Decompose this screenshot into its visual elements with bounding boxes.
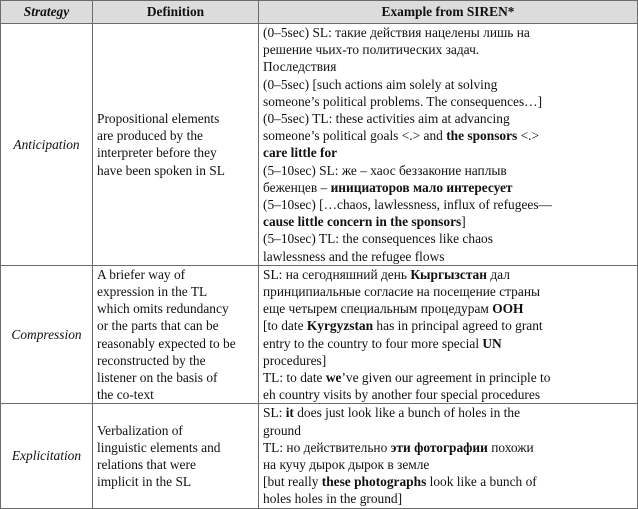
example-emphasis: ООН bbox=[492, 301, 524, 317]
example-text: SL: bbox=[263, 405, 286, 421]
example-text: (0–5sec) SL: такие действия нацелены лишь на bbox=[263, 25, 530, 40]
strategy-definition bbox=[93, 404, 259, 508]
example-text: TL: но действительно bbox=[263, 439, 391, 455]
example-line bbox=[263, 473, 633, 490]
example-text: еще четырем специальным процедурам bbox=[263, 301, 493, 317]
definition-line: reconstructed by the bbox=[97, 352, 206, 368]
example-emphasis: эти фотографии bbox=[390, 439, 488, 455]
definition-line: linguistic elements and bbox=[97, 439, 221, 455]
header-strategy: Strategy bbox=[1, 1, 93, 24]
example-line bbox=[263, 41, 633, 58]
example-line bbox=[263, 213, 633, 230]
example-line bbox=[263, 76, 633, 93]
header-row bbox=[1, 1, 638, 24]
example-emphasis: the sponsors bbox=[446, 128, 518, 144]
example-line bbox=[263, 179, 633, 196]
definition-line: listener on the basis of bbox=[97, 370, 218, 386]
example-line bbox=[263, 300, 633, 317]
example-line bbox=[263, 230, 633, 247]
example-emphasis: Kyrgyzstan bbox=[306, 318, 374, 334]
example-line bbox=[263, 196, 633, 213]
example-line bbox=[263, 127, 633, 144]
table-row bbox=[1, 265, 638, 404]
example-line bbox=[263, 248, 633, 265]
example-text: принципиальные согласие на посещение страны bbox=[263, 284, 540, 300]
example-text: look like a bunch of bbox=[426, 474, 537, 490]
example-text: похожи bbox=[487, 439, 534, 455]
strategy-definition bbox=[93, 265, 259, 404]
example-line bbox=[263, 386, 633, 403]
example-text: дал bbox=[486, 266, 510, 282]
example-text: does just look like a bunch of holes in the bbox=[293, 405, 521, 421]
example-emphasis: these photographs bbox=[321, 474, 427, 490]
example-text: procedures] bbox=[263, 352, 327, 368]
example-text: has in principal agreed to grant bbox=[373, 318, 543, 334]
definition-line: the co-text bbox=[97, 387, 154, 403]
example-line bbox=[263, 162, 633, 179]
table-row bbox=[1, 404, 638, 508]
example-text: [to date bbox=[263, 318, 307, 334]
example-text: ] bbox=[461, 214, 466, 230]
definition-line: or the parts that can be bbox=[97, 318, 219, 334]
strategy-name: Compression bbox=[1, 265, 93, 404]
example-text: entry to the country to four more special bbox=[263, 335, 483, 351]
strategy-example bbox=[259, 265, 638, 404]
example-emphasis: it bbox=[285, 405, 294, 421]
example-text: [but really bbox=[263, 474, 322, 490]
strategy-example bbox=[259, 24, 638, 266]
example-line bbox=[263, 266, 633, 283]
example-emphasis: we bbox=[325, 370, 342, 386]
definition-line: A briefer way of bbox=[97, 266, 186, 282]
example-line bbox=[263, 335, 633, 352]
example-line bbox=[263, 439, 633, 456]
example-line bbox=[263, 144, 633, 161]
example-emphasis: care little for bbox=[263, 145, 338, 161]
example-text: Последствия bbox=[263, 59, 337, 75]
example-text: (5–10sec) TL: the consequences like chaos bbox=[263, 231, 493, 247]
example-emphasis: cause little concern in the sponsors bbox=[263, 214, 462, 230]
example-text: someone’s political problems. The consequences…] bbox=[263, 93, 543, 109]
example-text: беженцев – bbox=[263, 179, 331, 195]
definition-line: Propositional elements bbox=[97, 111, 220, 127]
example-text: (5–10sec) […chaos, lawlessness, influx of refugees— bbox=[263, 197, 552, 213]
example-text: lawlessness and the refugee flows bbox=[263, 248, 445, 264]
definition-line: which omits redundancy bbox=[97, 301, 229, 317]
example-text: ground bbox=[263, 422, 301, 438]
example-text: <.> bbox=[517, 128, 540, 144]
example-line bbox=[263, 456, 633, 473]
example-text: ’ve given our agreement in principle to bbox=[341, 370, 551, 386]
example-line bbox=[263, 404, 633, 421]
example-text: someone’s political goals <.> and bbox=[263, 128, 447, 144]
definition-line: are produced by the bbox=[97, 128, 203, 144]
example-line bbox=[263, 317, 633, 334]
header-definition: Definition bbox=[93, 1, 259, 24]
example-text: решение чьих-то политических задач. bbox=[263, 42, 480, 58]
header-example: Example from SIREN* bbox=[259, 1, 638, 24]
example-line bbox=[263, 24, 633, 41]
example-text: eh country visits by another four special procedures bbox=[263, 387, 541, 403]
example-text: holes holes in the ground] bbox=[263, 491, 403, 507]
definition-line: Verbalization of bbox=[97, 422, 183, 438]
example-text: SL: на сегодняшний день bbox=[263, 266, 411, 282]
example-line bbox=[263, 422, 633, 439]
table-row bbox=[1, 24, 638, 266]
strategy-definition bbox=[93, 24, 259, 266]
strategy-name: Anticipation bbox=[1, 24, 93, 266]
example-text: на кучу дырок дырок в земле bbox=[263, 457, 430, 473]
definition-line: expression in the TL bbox=[97, 284, 208, 300]
example-text: (5–10sec) SL: же – хаос беззаконие наплыв bbox=[263, 162, 507, 178]
example-text: (0–5sec) [such actions aim solely at solving bbox=[263, 76, 498, 92]
example-emphasis: Кыргызстан bbox=[410, 266, 487, 282]
definition-line: reasonably expected to be bbox=[97, 335, 236, 351]
example-text: (0–5sec) TL: these activities aim at advancing bbox=[263, 111, 510, 127]
definition-line: implicit in the SL bbox=[97, 474, 192, 490]
definition-line: interpreter before they bbox=[97, 145, 217, 161]
example-line bbox=[263, 110, 633, 127]
example-text: TL: to date bbox=[263, 370, 326, 386]
example-line bbox=[263, 93, 633, 110]
example-line bbox=[263, 352, 633, 369]
example-emphasis: UN bbox=[482, 335, 502, 351]
example-line bbox=[263, 490, 633, 507]
example-emphasis: инициаторов мало интересует bbox=[330, 179, 513, 195]
example-line bbox=[263, 283, 633, 300]
strategy-name: Explicitation bbox=[1, 404, 93, 508]
definition-line: relations that were bbox=[97, 457, 196, 473]
example-line bbox=[263, 58, 633, 75]
strategy-example bbox=[259, 404, 638, 508]
example-line bbox=[263, 369, 633, 386]
definition-line: have been spoken in SL bbox=[97, 162, 225, 178]
